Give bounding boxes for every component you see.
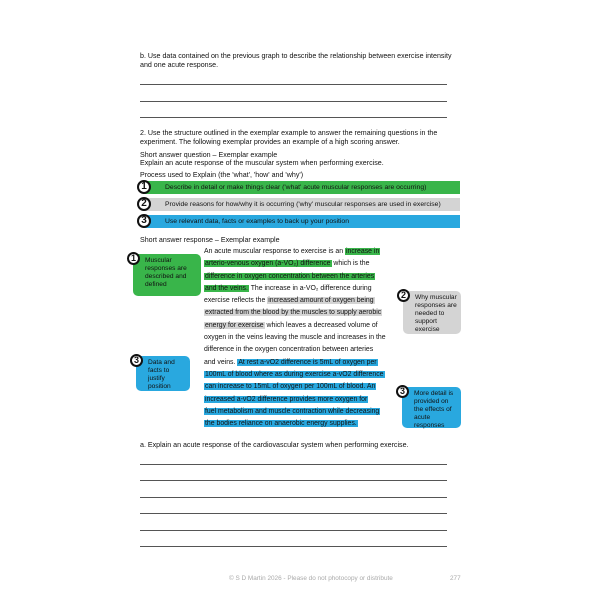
answer-line[interactable] [140,117,447,118]
step-bar-2 [143,198,460,211]
answer-line[interactable] [140,530,447,531]
answer-line[interactable] [140,513,447,514]
callout-data-left [136,356,190,391]
paragraph-text: An acute muscular response to exercise is an [204,248,345,255]
callout-number-1-icon: 1 [127,252,140,265]
highlight-data: 100mL of blood where as during exercise a-vO2 difference [205,370,384,378]
callout-what [133,254,201,296]
callout-text: Data and facts to justify position [148,359,175,390]
highlight-why: increased amount of oxygen being [268,297,374,305]
paragraph-text: and veins. [204,358,238,366]
step-number-2-icon: 2 [137,197,151,211]
paragraph-line [204,283,400,295]
short-answer-heading: Short answer question – Exemplar example [140,151,278,159]
paragraph-line [204,418,400,430]
paragraph-text: The increase in a-VO₂ difference during [248,284,372,292]
exemplar-paragraph [204,246,400,430]
footer-copyright: © S D Martin 2026 - Please do not photocopy or distribute [229,575,393,582]
question-b-line1: b. Use data contained on the previous graph to describe the relationship between exercise intensity [140,52,452,60]
paragraph-line [204,344,400,356]
question-b-line2: and one acute response. [140,61,219,69]
highlight-data: At rest a-vO2 difference is 5mL of oxygen per [238,358,377,366]
callout-text: Why muscular responses are needed to support exercise [415,294,457,333]
step-bar-1 [143,181,460,194]
callout-data-right [402,387,461,428]
paragraph-text: exercise reflects the [204,297,268,305]
page-number: 277 [450,575,461,582]
paragraph-line [204,295,400,307]
paragraph-line [204,246,400,258]
paragraph-text: which is the [331,260,370,268]
callout-number-2-icon: 2 [397,289,410,302]
paragraph-text: which leaves a decreased volume of [264,321,378,329]
answer-line[interactable] [140,101,447,102]
paragraph-line [204,381,400,393]
highlight-what: difference in oxygen concentration between the arteries [205,272,375,280]
highlight-data: increased a-vO2 difference provides more oxygen for [205,395,368,403]
paragraph-line [204,406,400,418]
highlight-what: and the veins. [205,284,248,292]
callout-why [403,291,461,334]
step-text-3: Use relevant data, facts or examples to back up your position [165,218,349,225]
question-a: a. Explain an acute response of the cardiovascular system when performing exercise. [140,441,409,449]
process-heading: Process used to Explain (the 'what', 'how' and 'why') [140,171,304,179]
answer-line[interactable] [140,480,447,481]
question-2-line1: 2. Use the structure outlined in the exemplar example to answer the remaining questions in the [140,129,438,137]
paragraph-line [204,332,400,344]
callout-number-3-icon: 3 [130,354,143,367]
highlight-data: fuel metabolism and muscle contraction while decreasing [205,407,380,415]
answer-line[interactable] [140,546,447,547]
callout-number-3-icon: 3 [396,385,409,398]
paragraph-line [204,357,400,369]
paragraph-line [204,258,400,270]
highlight-data: the bodies reliance on anaerobic energy supplies. [205,420,357,428]
paragraph-text: oxygen in the veins leaving the muscle and increases in the [204,334,386,342]
paragraph-line [204,320,400,332]
step-text-1: Describe in detail or make things clear ('what' acute muscular responses are occurring) [165,184,427,191]
step-bar-3 [143,215,460,228]
highlight-why: extracted from the blood by the muscles to supply aerobic [205,309,382,317]
answer-line[interactable] [140,497,447,498]
paragraph-line [204,369,400,381]
answer-line[interactable] [140,84,447,85]
response-heading: Short answer response – Exemplar example [140,236,280,244]
highlight-data: can increase to 15mL of oxygen per 100mL of blood. An [205,383,376,391]
paragraph-text: difference in the oxygen concentration between arteries [204,346,374,354]
step-number-3-icon: 3 [137,214,151,228]
highlight-what: arterio-venous oxygen (a-VO₂) difference [205,260,331,268]
answer-line[interactable] [140,464,447,465]
step-text-2: Provide reasons for how/why it is occurring ('why' muscular responses are used in exercise) [165,201,441,208]
step-number-1-icon: 1 [137,180,151,194]
callout-text: More detail is provided on the effects of acute responses [414,390,454,429]
highlight-what: increase in [345,248,380,255]
paragraph-line [204,394,400,406]
paragraph-line [204,307,400,319]
question-2-line2: experiment. The following exemplar provides an example of a high scoring answer. [140,138,400,146]
short-answer-question: Explain an acute response of the muscular system when performing exercise. [140,159,384,167]
paragraph-line [204,271,400,283]
callout-text: Muscular responses are described and defined [145,257,187,288]
highlight-why: energy for exercise [205,321,264,329]
